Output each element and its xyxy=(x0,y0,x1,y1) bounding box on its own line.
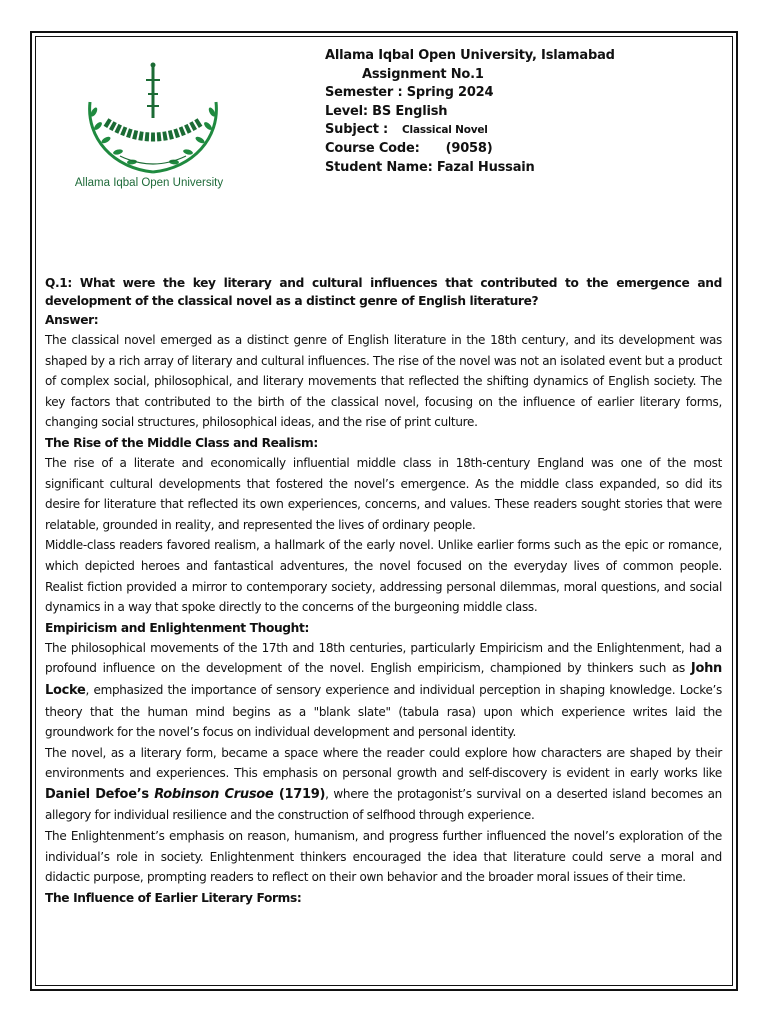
empiricism-p1-text-a: The philosophical movements of the 17th and 18th centuries, particularly Empiricism and the Enlightenment, had a profound influence on the development of the novel. English empiricism, championed by thinkers such as xyxy=(45,640,722,676)
university-name: Allama Iqbal Open University, Islamabad xyxy=(325,48,615,63)
empiricism-p2-text-b: , where the protagonist’s survival on a deserted island becomes an allegory for individual resilience and the construction of selfhood through experience. xyxy=(45,786,722,823)
semester: Semester : Spring 2024 xyxy=(325,85,494,101)
assignment-number: Assignment No.1 xyxy=(362,66,484,82)
empiricism-p1-text-b: , emphasized the importance of sensory experience and individual perception in shaping knowledge. Locke’s theory that the human mind begins as a "blank slate" (tabula rasa) upon which experience writes laid the groundwork for the novel’s focus on individual development and personal identity. xyxy=(45,682,722,740)
john-locke-name: John Locke xyxy=(45,661,722,698)
subject-label: Subject : xyxy=(325,122,389,138)
heading-empiricism: Empiricism and Enlightenment Thought: xyxy=(45,620,310,635)
level: Level: BS English xyxy=(325,103,448,119)
defoe-name: Daniel Defoe’s xyxy=(45,786,155,802)
course-code xyxy=(325,140,615,159)
answer-label: Answer: xyxy=(45,313,99,327)
robinson-crusoe-year: (1719) xyxy=(273,786,326,802)
empiricism-p2-text-a: The novel, as a literary form, became a space where the reader could explore how characters are shaped by their environments and experiences. This emphasis on personal growth and self-discovery is evident in early works like xyxy=(45,745,722,781)
robinson-crusoe-title: Robinson Crusoe xyxy=(154,786,274,802)
subject xyxy=(325,121,615,140)
assignment-header xyxy=(325,47,615,177)
assignment-body xyxy=(45,274,722,908)
middle-class-paragraph-1: The rise of a literate and economically influential middle class in 18th-century England was one of the most significant cultural developments that fostered the novel’s emergence. As the middle class expanded, so did its desire for literature that reflected its own experiences, concerns, and values. These readers sought stories that were relatable, grounded in reality, and represented the lives of ordinary people. xyxy=(45,455,722,532)
intro-paragraph: The classical novel emerged as a distinct genre of English literature in the 18th century, and its development was shaped by a rich array of literary and cultural influences. The rise of the novel was not an isolated event but a product of complex social, philosophical, and literary movements that reflected the shifting dynamics of English society. The key factors that contributed to the birth of the classical novel, focusing on the influence of earlier literary forms, changing social structures, philosophical ideas, and the rise of print culture. xyxy=(45,333,722,430)
university-logo-caption: Allama Iqbal Open University xyxy=(74,177,224,189)
empiricism-paragraph-3: The Enlightenment’s emphasis on reason, humanism, and progress further influenced the novel’s exploration of the individual’s role in society. Enlightenment thinkers encouraged the idea that literature could serve a moral and didactic purpose, prompting readers to reflect on their own behavior and the broader moral issues of their time. xyxy=(45,829,722,885)
heading-middle-class: The Rise of the Middle Class and Realism: xyxy=(45,435,318,450)
empiricism-paragraph-1 xyxy=(45,638,722,743)
course-code-value: (9058) xyxy=(445,140,493,156)
empiricism-paragraph-2 xyxy=(45,743,722,826)
heading-earlier-forms: The Influence of Earlier Literary Forms: xyxy=(45,890,302,905)
subject-value: Classical Novel xyxy=(402,124,488,137)
student-name: Student Name: Fazal Hussain xyxy=(325,159,535,175)
question-text: Q.1: What were the key literary and cultural influences that contributed to the emergence and development of the classical novel as a distinct genre of English literature? xyxy=(45,276,722,308)
course-code-label: Course Code: xyxy=(325,140,420,156)
middle-class-paragraph-2: Middle-class readers favored realism, a hallmark of the early novel. Unlike earlier forms such as the epic or romance, which depicted heroes and fantastical adventures, the novel focused on the everyday lives of common people. Realist fiction provided a mirror to contemporary society, addressing personal dilemmas, moral questions, and social dynamics in a way that spoke directly to the concerns of the burgeoning middle class. xyxy=(45,538,722,615)
